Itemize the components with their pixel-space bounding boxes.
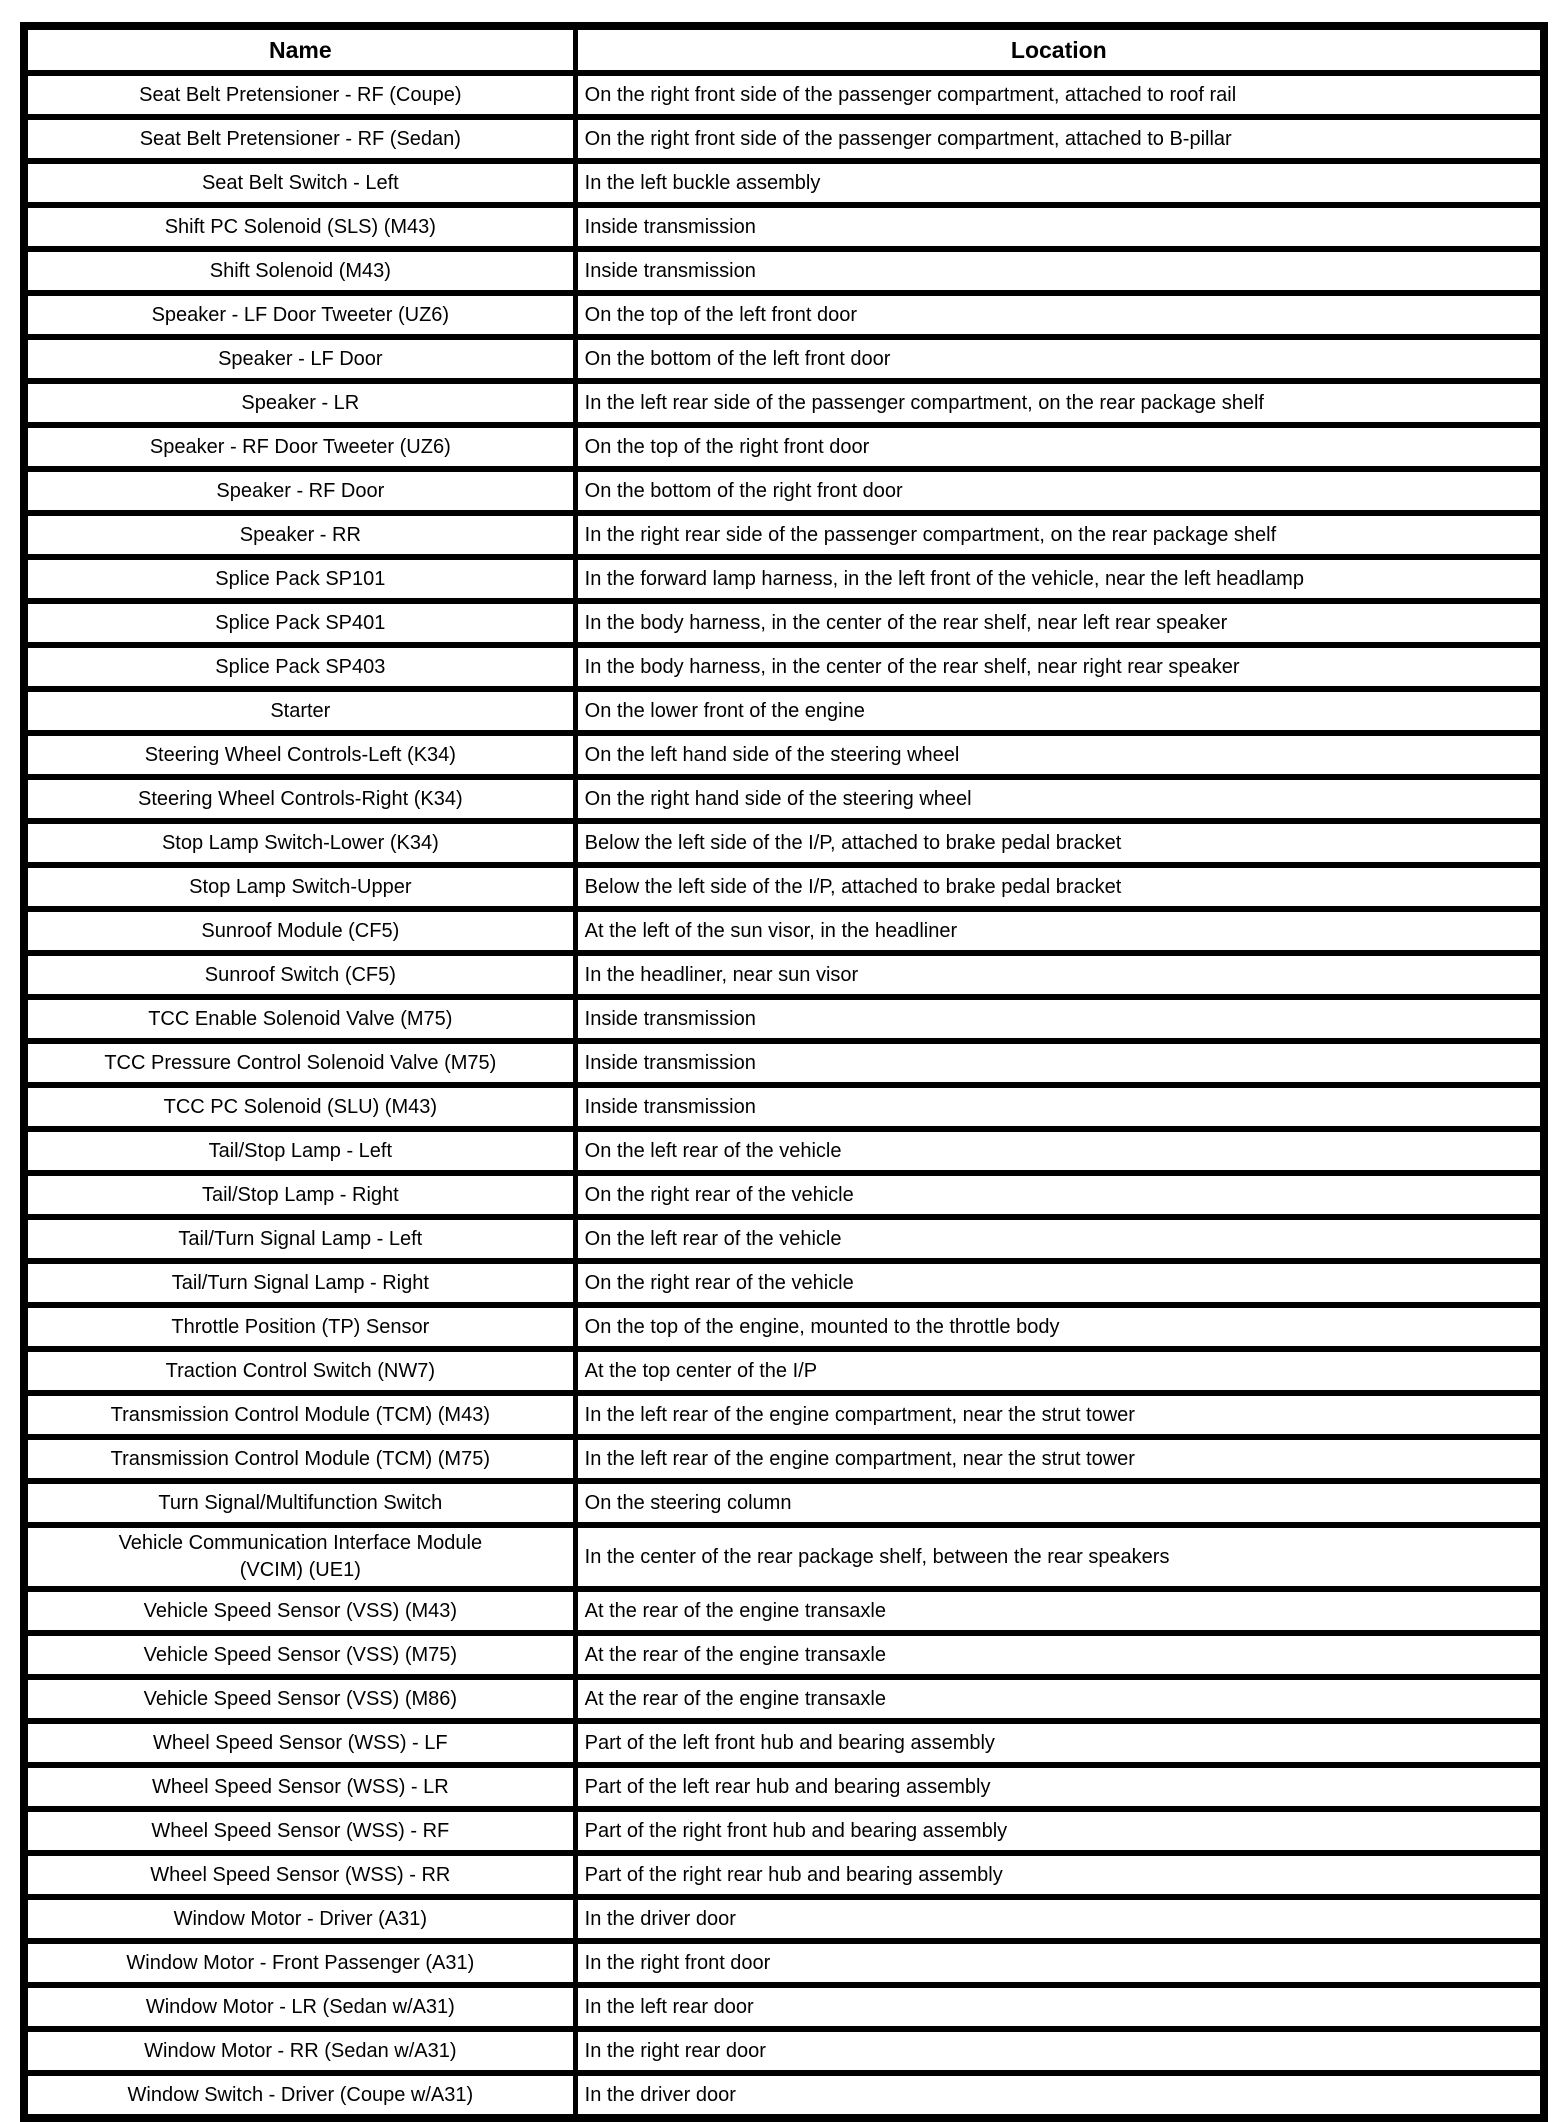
table-row (24, 1481, 1544, 1525)
component-name-cell: Tail/Stop Lamp - Right (24, 1173, 575, 1217)
component-location-cell: In the driver door (575, 2073, 1544, 2118)
component-name-cell: Speaker - RF Door Tweeter (UZ6) (24, 425, 575, 469)
component-name-cell: Wheel Speed Sensor (WSS) - RF (24, 1809, 575, 1853)
table-row (24, 865, 1544, 909)
component-name-cell: Tail/Turn Signal Lamp - Left (24, 1217, 575, 1261)
component-location-cell: On the right front side of the passenger compartment, attached to B-pillar (575, 117, 1544, 161)
component-location-cell: On the bottom of the right front door (575, 469, 1544, 513)
component-name-cell: Shift PC Solenoid (SLS) (M43) (24, 205, 575, 249)
component-name-cell: Window Motor - Front Passenger (A31) (24, 1941, 575, 1985)
component-location-cell: In the right front door (575, 1941, 1544, 1985)
component-name-cell: Splice Pack SP403 (24, 645, 575, 689)
table-row (24, 1589, 1544, 1633)
table-row (24, 557, 1544, 601)
component-location-cell: In the right rear side of the passenger compartment, on the rear package shelf (575, 513, 1544, 557)
component-location-cell: On the right front side of the passenger compartment, attached to roof rail (575, 73, 1544, 117)
table-row (24, 293, 1544, 337)
component-location-cell: At the rear of the engine transaxle (575, 1589, 1544, 1633)
table-row (24, 1525, 1544, 1589)
table-row (24, 1809, 1544, 1853)
component-name-cell: Seat Belt Pretensioner - RF (Coupe) (24, 73, 575, 117)
component-name-cell: Splice Pack SP101 (24, 557, 575, 601)
table-row (24, 425, 1544, 469)
table-row (24, 381, 1544, 425)
component-name-cell: Seat Belt Switch - Left (24, 161, 575, 205)
component-location-table (20, 22, 1548, 2122)
component-name-cell: Wheel Speed Sensor (WSS) - RR (24, 1853, 575, 1897)
table-header (24, 26, 1544, 73)
table-row (24, 645, 1544, 689)
table-row (24, 1305, 1544, 1349)
table-row (24, 909, 1544, 953)
component-location-cell: Part of the right front hub and bearing assembly (575, 1809, 1544, 1853)
component-name-cell: Shift Solenoid (M43) (24, 249, 575, 293)
table-row (24, 1941, 1544, 1985)
component-name-cell: TCC Pressure Control Solenoid Valve (M75) (24, 1041, 575, 1085)
component-name-cell: Splice Pack SP401 (24, 601, 575, 645)
component-location-cell: On the left rear of the vehicle (575, 1129, 1544, 1173)
table-row (24, 1393, 1544, 1437)
component-location-cell: At the left of the sun visor, in the headliner (575, 909, 1544, 953)
component-name-cell: Speaker - LF Door (24, 337, 575, 381)
component-location-cell: In the right rear door (575, 2029, 1544, 2073)
table-row (24, 1853, 1544, 1897)
table-row (24, 1985, 1544, 2029)
component-name-cell: Speaker - RF Door (24, 469, 575, 513)
component-name-cell: Vehicle Communication Interface Module (VCIM) (UE1) (24, 1525, 575, 1589)
component-name-cell: Window Motor - Driver (A31) (24, 1897, 575, 1941)
component-name-cell: Wheel Speed Sensor (WSS) - LF (24, 1721, 575, 1765)
component-name-cell: TCC PC Solenoid (SLU) (M43) (24, 1085, 575, 1129)
component-location-cell: Inside transmission (575, 205, 1544, 249)
table-row (24, 205, 1544, 249)
component-location-cell: On the left hand side of the steering wheel (575, 733, 1544, 777)
component-location-cell: In the body harness, in the center of the rear shelf, near left rear speaker (575, 601, 1544, 645)
component-name-cell: Throttle Position (TP) Sensor (24, 1305, 575, 1349)
table-row (24, 1897, 1544, 1941)
table-row (24, 821, 1544, 865)
component-name-cell: Seat Belt Pretensioner - RF (Sedan) (24, 117, 575, 161)
table-row (24, 1765, 1544, 1809)
table-row (24, 1217, 1544, 1261)
table-row (24, 117, 1544, 161)
component-location-cell: On the top of the left front door (575, 293, 1544, 337)
component-location-cell: In the headliner, near sun visor (575, 953, 1544, 997)
component-name-cell: Vehicle Speed Sensor (VSS) (M86) (24, 1677, 575, 1721)
component-location-cell: On the right hand side of the steering wheel (575, 777, 1544, 821)
component-location-cell: In the left buckle assembly (575, 161, 1544, 205)
table-row (24, 1261, 1544, 1305)
table-row (24, 1633, 1544, 1677)
component-name-cell: Stop Lamp Switch-Lower (K34) (24, 821, 575, 865)
table-row (24, 1677, 1544, 1721)
component-location-cell: At the top center of the I/P (575, 1349, 1544, 1393)
component-name-cell: Starter (24, 689, 575, 733)
component-location-cell: Part of the left rear hub and bearing assembly (575, 1765, 1544, 1809)
table-row (24, 337, 1544, 381)
table-row (24, 513, 1544, 557)
component-location-cell: Inside transmission (575, 1085, 1544, 1129)
component-name-cell: Traction Control Switch (NW7) (24, 1349, 575, 1393)
component-name-cell: Sunroof Module (CF5) (24, 909, 575, 953)
component-name-cell: Steering Wheel Controls-Right (K34) (24, 777, 575, 821)
header-row (24, 26, 1544, 73)
component-name-cell: Turn Signal/Multifunction Switch (24, 1481, 575, 1525)
component-location-cell: On the bottom of the left front door (575, 337, 1544, 381)
table-body (24, 73, 1544, 2118)
component-location-cell: In the left rear door (575, 1985, 1544, 2029)
table-row (24, 469, 1544, 513)
component-location-cell: On the left rear of the vehicle (575, 1217, 1544, 1261)
component-location-cell: At the rear of the engine transaxle (575, 1633, 1544, 1677)
component-location-cell: Inside transmission (575, 249, 1544, 293)
component-name-cell: Transmission Control Module (TCM) (M75) (24, 1437, 575, 1481)
component-location-cell: Part of the right rear hub and bearing assembly (575, 1853, 1544, 1897)
component-name-cell: Wheel Speed Sensor (WSS) - LR (24, 1765, 575, 1809)
component-location-cell: Inside transmission (575, 1041, 1544, 1085)
table-row (24, 161, 1544, 205)
table-row (24, 1173, 1544, 1217)
component-name-cell: Tail/Stop Lamp - Left (24, 1129, 575, 1173)
component-location-cell: On the right rear of the vehicle (575, 1261, 1544, 1305)
header-location: Location (575, 26, 1544, 73)
component-name-cell: Stop Lamp Switch-Upper (24, 865, 575, 909)
component-name-cell: Transmission Control Module (TCM) (M43) (24, 1393, 575, 1437)
component-location-cell: In the center of the rear package shelf, between the rear speakers (575, 1525, 1544, 1589)
component-location-cell: Below the left side of the I/P, attached to brake pedal bracket (575, 821, 1544, 865)
component-location-cell: In the left rear of the engine compartment, near the strut tower (575, 1393, 1544, 1437)
component-location-cell: Inside transmission (575, 997, 1544, 1041)
component-name-cell: Vehicle Speed Sensor (VSS) (M43) (24, 1589, 575, 1633)
component-name-cell: Steering Wheel Controls-Left (K34) (24, 733, 575, 777)
table-row (24, 689, 1544, 733)
component-location-cell: On the right rear of the vehicle (575, 1173, 1544, 1217)
header-name: Name (24, 26, 575, 73)
table-row (24, 733, 1544, 777)
table-row (24, 2029, 1544, 2073)
table-row (24, 1349, 1544, 1393)
component-name-cell: Speaker - LR (24, 381, 575, 425)
component-name-cell: Speaker - RR (24, 513, 575, 557)
component-name-cell: Window Motor - LR (Sedan w/A31) (24, 1985, 575, 2029)
component-location-cell: On the lower front of the engine (575, 689, 1544, 733)
table-row (24, 249, 1544, 293)
table-row (24, 1437, 1544, 1481)
component-location-cell: On the top of the engine, mounted to the throttle body (575, 1305, 1544, 1349)
component-location-cell: Below the left side of the I/P, attached to brake pedal bracket (575, 865, 1544, 909)
component-location-cell: In the left rear side of the passenger compartment, on the rear package shelf (575, 381, 1544, 425)
component-name-cell: Tail/Turn Signal Lamp - Right (24, 1261, 575, 1305)
table-row (24, 997, 1544, 1041)
component-location-cell: At the rear of the engine transaxle (575, 1677, 1544, 1721)
table-row (24, 1085, 1544, 1129)
component-name-cell: Window Motor - RR (Sedan w/A31) (24, 2029, 575, 2073)
component-name-cell: Speaker - LF Door Tweeter (UZ6) (24, 293, 575, 337)
component-name-cell: Window Switch - Driver (Coupe w/A31) (24, 2073, 575, 2118)
table-row (24, 777, 1544, 821)
component-location-cell: In the body harness, in the center of the rear shelf, near right rear speaker (575, 645, 1544, 689)
component-name-cell: Sunroof Switch (CF5) (24, 953, 575, 997)
table-row (24, 953, 1544, 997)
component-name-cell: TCC Enable Solenoid Valve (M75) (24, 997, 575, 1041)
table-row (24, 73, 1544, 117)
component-location-cell: On the steering column (575, 1481, 1544, 1525)
table-row (24, 601, 1544, 645)
component-name-cell: Vehicle Speed Sensor (VSS) (M75) (24, 1633, 575, 1677)
component-location-cell: In the driver door (575, 1897, 1544, 1941)
component-location-cell: Part of the left front hub and bearing assembly (575, 1721, 1544, 1765)
component-location-cell: In the left rear of the engine compartment, near the strut tower (575, 1437, 1544, 1481)
table-row (24, 1041, 1544, 1085)
table-row (24, 2073, 1544, 2118)
component-location-cell: On the top of the right front door (575, 425, 1544, 469)
table-row (24, 1129, 1544, 1173)
component-location-cell: In the forward lamp harness, in the left front of the vehicle, near the left headlamp (575, 557, 1544, 601)
table-row (24, 1721, 1544, 1765)
